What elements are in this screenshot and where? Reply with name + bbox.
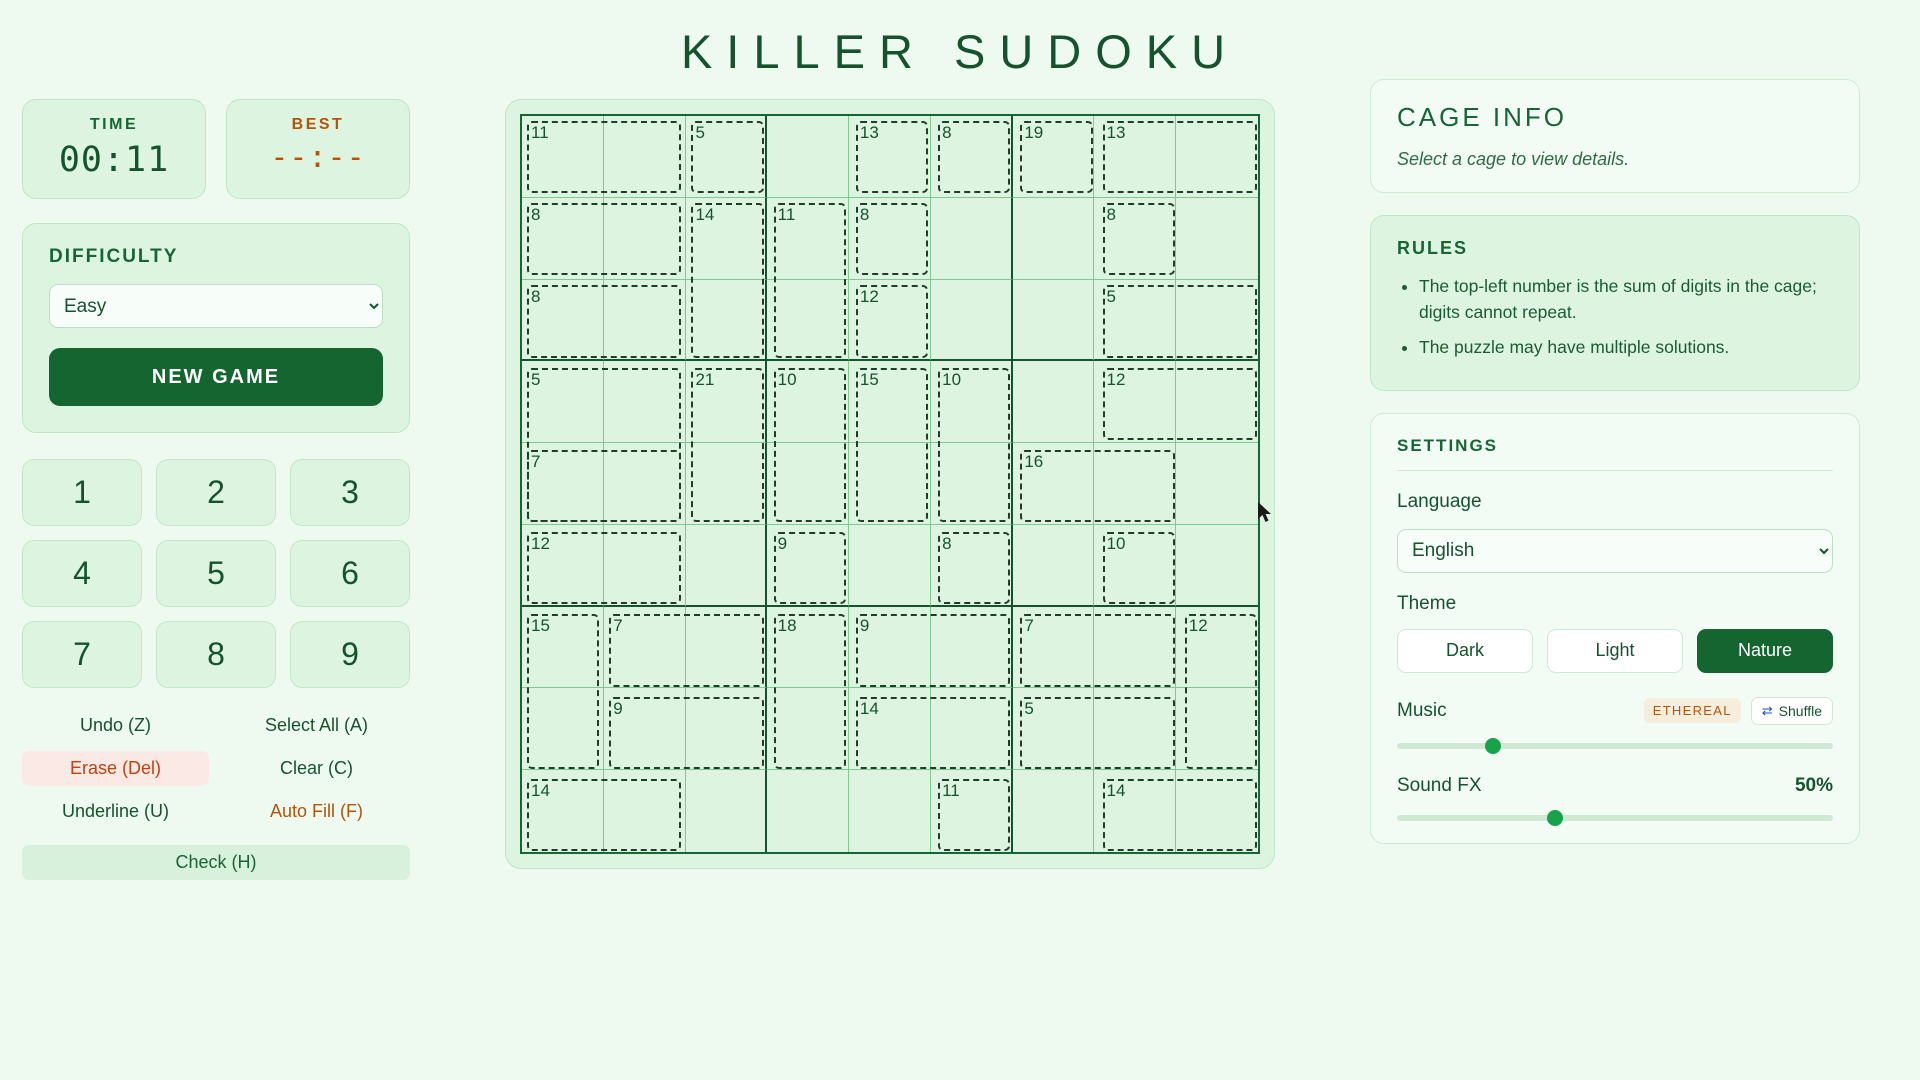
mouse-cursor-icon (1258, 502, 1276, 526)
board-cell[interactable] (522, 198, 604, 280)
board-cell[interactable] (1176, 443, 1258, 525)
settings-panel (1370, 413, 1860, 844)
time-stat (22, 99, 206, 199)
board-cell[interactable] (686, 688, 768, 770)
select-all-button[interactable]: Select All (A) (264, 715, 369, 735)
theme-button-nature[interactable]: Nature (1697, 629, 1833, 673)
board-cell[interactable] (767, 116, 849, 198)
board-cell[interactable] (522, 688, 604, 770)
sudoku-board[interactable] (520, 114, 1260, 854)
board-cell[interactable] (1094, 280, 1176, 362)
erase-button[interactable]: Erase (Del) (22, 751, 209, 786)
cage-sum: 9 (613, 698, 623, 718)
board-cell[interactable] (1176, 116, 1258, 198)
music-row (1397, 697, 1833, 725)
board-cell[interactable] (686, 443, 768, 525)
board-cell[interactable] (522, 443, 604, 525)
board-cell[interactable] (686, 198, 768, 280)
board-cell[interactable] (522, 280, 604, 362)
underline-button[interactable]: Underline (U) (61, 801, 170, 821)
board-cell[interactable] (522, 607, 604, 689)
rules-panel (1370, 215, 1860, 391)
num-key-4[interactable]: 4 (22, 540, 142, 607)
board-cell[interactable] (1094, 688, 1176, 770)
board-cell[interactable] (931, 525, 1013, 607)
board-cell[interactable] (1176, 688, 1258, 770)
board-cell[interactable] (604, 525, 686, 607)
cage-sum: 8 (942, 534, 952, 554)
board-cell[interactable] (1094, 361, 1176, 443)
cage-sum: 11 (531, 123, 549, 142)
board-cell[interactable] (931, 770, 1013, 852)
time-value: 00:11 (58, 140, 170, 180)
cage-sum: 5 (1106, 287, 1117, 307)
board-cell[interactable] (522, 361, 604, 443)
board-cell[interactable] (1176, 198, 1258, 280)
board-cell[interactable] (1094, 443, 1176, 525)
cage-sum: 8 (531, 287, 541, 307)
shuffle-icon: ⇄ (1761, 702, 1773, 718)
cage-sum: 12 (1188, 616, 1208, 636)
action-links (22, 708, 410, 880)
board-cell[interactable] (931, 198, 1013, 280)
board-cell[interactable] (767, 361, 849, 443)
board-cell[interactable] (1094, 525, 1176, 607)
board-cell[interactable] (931, 688, 1013, 770)
board-cell[interactable] (604, 361, 686, 443)
cage-sum: 12 (1106, 369, 1126, 389)
rule-item: • The puzzle may have multiple solutions. (1419, 334, 1833, 360)
board-cell[interactable] (1094, 116, 1176, 198)
sound-fx-row (1397, 775, 1833, 797)
rules-title: RULES (1397, 238, 1469, 258)
cage-sum: 5 (531, 369, 541, 389)
board-cell[interactable] (1013, 280, 1095, 362)
music-volume-slider[interactable] (1397, 743, 1833, 749)
cage-sum: 14 (859, 698, 879, 718)
cage-sum: 10 (777, 369, 797, 389)
cage-sum: 8 (1106, 205, 1117, 225)
cage-info-panel (1370, 79, 1860, 193)
theme-button-light[interactable]: Light (1547, 629, 1683, 673)
board-cell[interactable] (767, 280, 849, 362)
board-cell[interactable] (849, 280, 931, 362)
board-cell[interactable] (1094, 198, 1176, 280)
cage-sum: 10 (942, 369, 962, 389)
music-controls (1644, 697, 1833, 725)
best-label: BEST (291, 116, 345, 133)
undo-button[interactable]: Undo (Z) (79, 715, 151, 735)
cage-sum: 5 (695, 123, 705, 142)
music-track-badge: ETHEREAL (1644, 698, 1741, 723)
cage-sum: 14 (531, 780, 550, 800)
board-cell[interactable] (1176, 361, 1258, 443)
board-cell[interactable] (1176, 607, 1258, 689)
theme-button-dark[interactable]: Dark (1397, 629, 1533, 673)
board-cell[interactable] (1176, 770, 1258, 852)
difficulty-label: DIFFICULTY (49, 246, 179, 267)
board-cell[interactable] (1094, 770, 1176, 852)
cage-sum: 8 (942, 123, 952, 142)
rule-item: • The top-left number is the sum of digits in the cage; digits cannot repeat. (1419, 273, 1833, 326)
cage-sum: 18 (777, 616, 797, 636)
page-title: KILLER SUDOKU (680, 25, 1240, 78)
board-cell[interactable] (931, 443, 1013, 525)
board-cell[interactable] (686, 116, 768, 198)
settings-title: SETTINGS (1397, 436, 1833, 471)
board-cell[interactable] (686, 607, 768, 689)
board-cell[interactable] (1013, 607, 1095, 689)
cage-sum: 16 (1024, 451, 1044, 471)
sound-fx-knob[interactable] (1547, 810, 1563, 826)
board-cell[interactable] (849, 607, 931, 689)
board-cell[interactable] (1176, 280, 1258, 362)
music-volume-knob[interactable] (1485, 738, 1501, 754)
cage-sum: 8 (531, 205, 541, 225)
difficulty-card (22, 223, 410, 433)
num-key-5[interactable]: 5 (156, 540, 276, 607)
left-sidebar (10, 79, 410, 880)
rules-list (1397, 273, 1833, 360)
num-key-7[interactable]: 7 (22, 621, 142, 688)
clear-button[interactable]: Clear (C) (279, 758, 353, 778)
check-button[interactable]: Check (H) (22, 845, 410, 880)
cage-sum: 11 (942, 780, 960, 800)
cage-sum: 21 (695, 369, 715, 389)
cage-sum: 7 (531, 451, 541, 471)
auto-fill-button[interactable]: Auto Fill (F) (269, 801, 363, 821)
right-sidebar (1370, 79, 1870, 866)
board-cell[interactable] (767, 198, 849, 280)
board-cell[interactable] (849, 688, 931, 770)
board-cell[interactable] (1094, 607, 1176, 689)
board-cell[interactable] (686, 770, 768, 852)
num-key-2[interactable]: 2 (156, 459, 276, 526)
board-cell[interactable] (604, 116, 686, 198)
cage-sum: 15 (531, 616, 550, 636)
cage-sum: 7 (613, 616, 623, 636)
theme-buttons (1397, 629, 1833, 673)
cage-sum: 12 (859, 287, 879, 307)
board-cell[interactable] (767, 688, 849, 770)
cage-sum: 10 (1106, 534, 1126, 554)
board-column (410, 79, 1370, 869)
cage-sum: 9 (859, 616, 870, 636)
board-cell[interactable] (522, 116, 604, 198)
sound-fx-slider[interactable] (1397, 815, 1833, 821)
board-cell[interactable] (849, 116, 931, 198)
board-cell[interactable] (1013, 116, 1095, 198)
num-key-3[interactable]: 3 (290, 459, 410, 526)
board-cell[interactable] (686, 525, 768, 607)
num-key-8[interactable]: 8 (156, 621, 276, 688)
board-cell[interactable] (1013, 770, 1095, 852)
best-value: --:-- (270, 140, 366, 175)
cage-sum: 14 (695, 205, 715, 225)
stats-row (22, 99, 410, 199)
num-key-1[interactable]: 1 (22, 459, 142, 526)
num-key-9[interactable]: 9 (290, 621, 410, 688)
language-label: Language (1397, 490, 1482, 512)
cage-sum: 12 (531, 534, 550, 554)
board-cell[interactable] (604, 607, 686, 689)
board-cell[interactable] (604, 443, 686, 525)
board-cell[interactable] (1013, 688, 1095, 770)
theme-label: Theme (1397, 592, 1457, 614)
board-cell[interactable] (604, 198, 686, 280)
board-cell[interactable] (522, 525, 604, 607)
cage-sum: 13 (1106, 123, 1126, 142)
shuffle-label: Shuffle (1778, 702, 1822, 719)
best-stat (226, 99, 410, 199)
board-cell[interactable] (767, 443, 849, 525)
board-cell[interactable] (1176, 525, 1258, 607)
board-cell[interactable] (522, 770, 604, 852)
board-cell[interactable] (686, 280, 768, 362)
board-cell[interactable] (1013, 198, 1095, 280)
board-cell[interactable] (931, 280, 1013, 362)
new-game-button[interactable]: NEW GAME (49, 348, 383, 406)
board-cell[interactable] (931, 361, 1013, 443)
board-cell[interactable] (849, 525, 931, 607)
cage-sum: 9 (777, 534, 788, 554)
board-cell[interactable] (767, 770, 849, 852)
board-cell[interactable] (849, 443, 931, 525)
board-cell[interactable] (767, 607, 849, 689)
cage-sum: 11 (777, 205, 796, 225)
cage-sum: 5 (1024, 698, 1034, 718)
num-key-6[interactable]: 6 (290, 540, 410, 607)
board-container (505, 99, 1275, 869)
board-cell[interactable] (931, 607, 1013, 689)
cage-sum: 14 (1106, 780, 1126, 800)
shuffle-button[interactable] (1751, 697, 1833, 725)
board-cell[interactable] (604, 770, 686, 852)
cage-info-message: Select a cage to view details. (1397, 149, 1630, 169)
board-cell[interactable] (686, 361, 768, 443)
board-cell[interactable] (604, 688, 686, 770)
cage-sum: 7 (1024, 616, 1034, 636)
board-cell[interactable] (849, 361, 931, 443)
sound-fx-label: Sound FX (1397, 774, 1482, 796)
cage-sum: 13 (859, 123, 879, 142)
difficulty-select[interactable] (49, 284, 383, 328)
time-label: TIME (89, 116, 139, 133)
sound-fx-value: 50% (1794, 774, 1833, 796)
cage-sum: 15 (859, 369, 879, 389)
cage-sum: 19 (1024, 123, 1044, 142)
board-cell[interactable] (1013, 361, 1095, 443)
sudoku-grid[interactable] (522, 116, 1258, 852)
number-pad (22, 459, 410, 688)
board-cell[interactable] (931, 116, 1013, 198)
board-cell[interactable] (849, 770, 931, 852)
cage-info-title: CAGE INFO (1397, 102, 1568, 132)
music-label: Music (1397, 699, 1447, 721)
language-select[interactable] (1397, 529, 1833, 573)
board-cell[interactable] (604, 280, 686, 362)
board-cell[interactable] (1013, 525, 1095, 607)
board-cell[interactable] (849, 198, 931, 280)
cage-sum: 8 (859, 205, 870, 225)
board-cell[interactable] (1013, 443, 1095, 525)
main-layout (0, 79, 1920, 880)
board-cell[interactable] (767, 525, 849, 607)
